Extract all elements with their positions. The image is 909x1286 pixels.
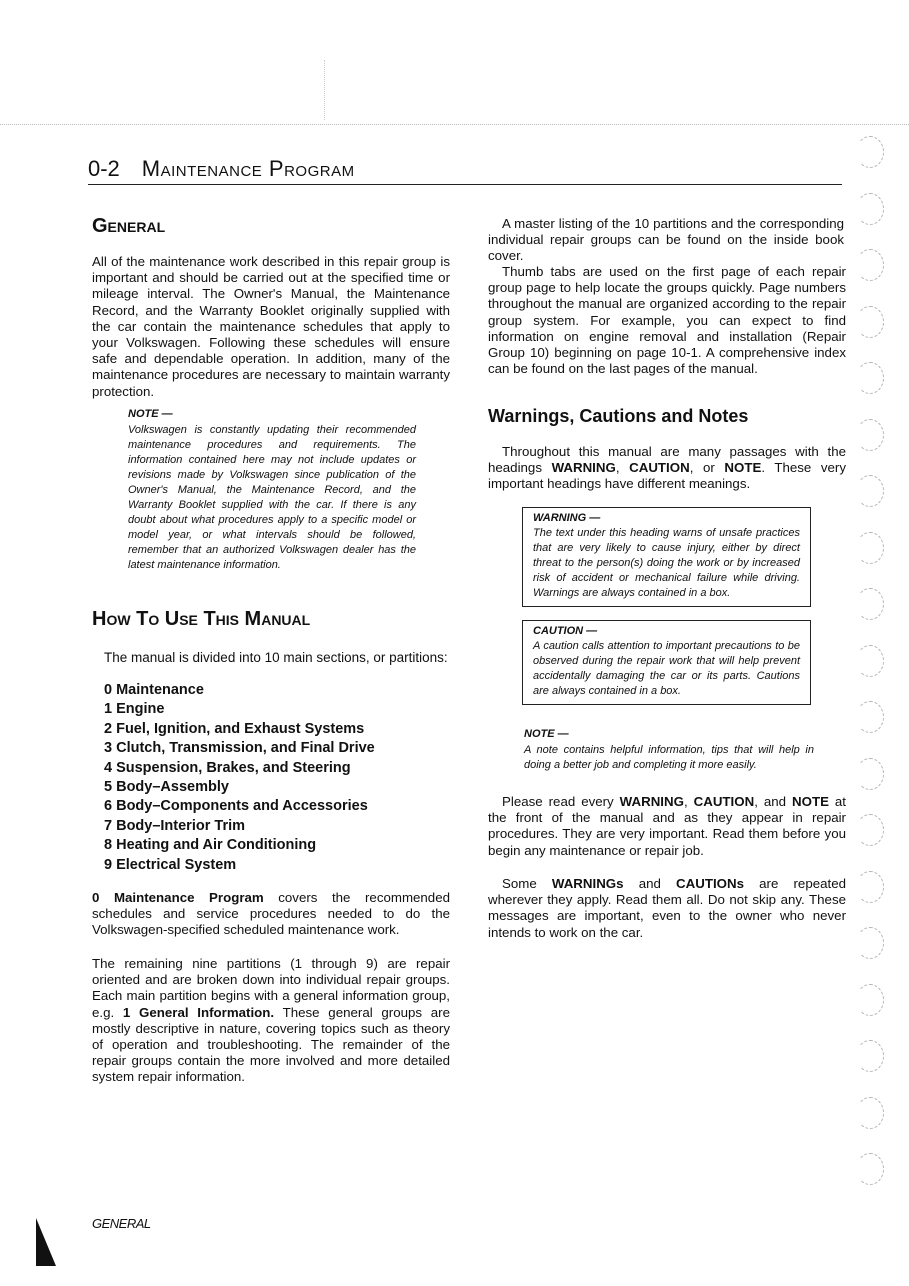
bold-term: 1 General Information.	[122, 1004, 275, 1020]
punch-hole	[856, 1153, 884, 1185]
text-run: covers the recommended schedules and service procedures needed to do the Volkswagen-specified scheduled maintenance work.	[92, 890, 450, 938]
corner-crop-mark	[36, 1218, 56, 1266]
punch-hole	[856, 1097, 884, 1129]
partition-item: 4 Suspension, Brakes, and Steering	[104, 759, 351, 776]
page-header	[88, 156, 355, 182]
punch-hole	[856, 927, 884, 959]
master-listing-paragraph: A master listing of the 10 partitions and the corresponding individual repair groups can be found on the inside book cover.	[488, 216, 844, 264]
text-run: and	[623, 876, 677, 891]
punch-hole	[856, 306, 884, 338]
bold-term: NOTE	[724, 460, 762, 476]
warning-body: The text under this heading warns of unsafe practices that are very likely to cause injury, either by direct threat to the person(s) doing the work or by increased risk of accident or mechanical failure while driving. Warnings are always contained in a box.	[533, 527, 800, 599]
note-box	[524, 728, 814, 773]
warning-label: WARNING —	[533, 512, 601, 524]
note-body: A note contains helpful information, tips that will help in doing a better job and completing it more easily.	[524, 744, 814, 771]
text-run: . These very important headings have different meanings.	[488, 460, 847, 492]
warnings-heading: Warnings, Cautions and Notes	[488, 406, 749, 426]
partition-list	[104, 681, 375, 875]
please-read-paragraph	[488, 794, 846, 859]
punch-hole	[856, 1040, 884, 1072]
thumb-tabs-paragraph: Thumb tabs are used on the first page of each repair group page to help locate the groups quickly. Page numbers throughout the manual are organized according to the repair group system. For example, you can expect to find information on engine removal and installation (Repair Group 10) beginning on page 10-1. A comprehensive index can be found on the last pages of the manual.	[488, 264, 846, 377]
punch-hole	[856, 645, 884, 677]
note-body: Volkswagen is constantly updating their recommended maintenance procedures and requirements. The information contained here may not include updates or revisions made by Volkswagen since publication of the Owner's Manual, the Maintenance Record, and the Warranty Booklet supplied with the car. If there is any doubt about what procedures apply to a specific model or model year, or what intervals should be followed, remember that an authorized Volkswagen dealer has the latest maintenance information.	[128, 424, 416, 571]
page-number: 0-2	[88, 156, 120, 181]
punch-hole	[856, 249, 884, 281]
punch-hole	[856, 136, 884, 168]
bold-term: WARNING	[619, 794, 684, 809]
bold-term: NOTE	[792, 794, 829, 809]
text-run: ,	[615, 460, 630, 476]
scan-gutter-mark	[324, 60, 325, 120]
punch-hole	[856, 814, 884, 846]
maintenance-paragraph	[92, 890, 450, 939]
bold-term: 0 Maintenance Program	[92, 890, 264, 905]
general-paragraph: All of the maintenance work described in this repair group is important and should be carried out at the specified time or mileage interval. The Owner's Manual, the Maintenance Record, and the Warranty Booklet originally supplied with the car contain the maintenance schedules that apply to your Volkswagen. Following these schedules will ensure safe and dependable operation. In addition, many of the maintenance procedures are necessary to maintain warranty protection.	[92, 254, 450, 399]
bold-term: CAUTION	[693, 794, 755, 809]
howto-intro: The manual is divided into 10 main sections, or partitions:	[104, 650, 448, 665]
punch-hole	[856, 701, 884, 733]
text-run: , and	[754, 794, 792, 809]
partition-item: 6 Body–Components and Accessories	[104, 798, 368, 815]
punch-hole	[856, 362, 884, 394]
howto-heading: How To Use This Manual	[92, 608, 311, 630]
punch-hole	[856, 758, 884, 790]
partition-item: 3 Clutch, Transmission, and Final Drive	[104, 740, 375, 757]
scan-edge-line	[0, 124, 909, 125]
note-general	[128, 408, 416, 573]
partition-item: 8 Heating and Air Conditioning	[104, 837, 317, 854]
bold-term: CAUTION	[629, 460, 690, 476]
headings-paragraph	[488, 444, 846, 493]
remaining-paragraph	[92, 956, 450, 1086]
text-run: Please read every	[502, 794, 620, 809]
caution-body: A caution calls attention to important precautions to be observed during the repair work that will help prevent accidentally damaging the car or its parts. Cautions are always contained in a box.	[533, 640, 800, 697]
bold-term: CAUTIONs	[676, 876, 744, 891]
punch-hole	[856, 984, 884, 1016]
text-run: These general groups are mostly descriptive in nature, covering topics such as theory of operation and troubleshooting. The remainder of the repair groups contain the more involved and more detailed system repair information.	[92, 1004, 451, 1085]
bold-term: WARNINGs	[551, 876, 624, 891]
header-rule	[88, 184, 842, 185]
text-run: are repeated wherever they apply. Read them all. Do not skip any. These messages are important, even to the owner who never intends to work on the car.	[488, 876, 846, 940]
text-run: at the front of the manual and as they appear in repair procedures. They are very important. Read them before you begin any maintenance or repair job.	[488, 794, 846, 858]
partition-item: 2 Fuel, Ignition, and Exhaust Systems	[104, 720, 365, 737]
warning-box	[522, 507, 811, 607]
text-run: , or	[689, 460, 725, 476]
punch-hole	[856, 871, 884, 903]
text-run: The remaining nine partitions (1 through 9) are repair oriented and are broken down into individual repair groups. Each main partition begins with a general information group, e.g.	[92, 956, 450, 1020]
partition-item: 5 Body–Assembly	[104, 779, 229, 796]
partition-item: 0 Maintenance	[104, 682, 204, 698]
caution-box	[522, 620, 811, 705]
punch-hole	[856, 588, 884, 620]
text-run: Throughout this manual are many passages with the headings	[488, 444, 846, 476]
text-run: Some	[502, 876, 552, 891]
partition-item: 1 Engine	[104, 701, 165, 718]
text-run: ,	[683, 794, 694, 809]
partition-item: 9 Electrical System	[104, 856, 237, 873]
chapter-title: Maintenance Program	[141, 156, 355, 181]
note-label: NOTE —	[128, 408, 173, 420]
footer-section-name: GENERAL	[92, 1216, 151, 1231]
punch-hole	[856, 193, 884, 225]
repeated-warnings-paragraph	[488, 876, 846, 941]
punch-hole	[856, 532, 884, 564]
punch-hole	[856, 419, 884, 451]
general-heading: General	[92, 215, 166, 237]
note-label: NOTE —	[524, 728, 569, 740]
caution-label: CAUTION —	[533, 625, 598, 637]
bold-term: WARNING	[551, 460, 616, 476]
punch-hole	[856, 475, 884, 507]
partition-item: 7 Body–Interior Trim	[104, 817, 246, 834]
